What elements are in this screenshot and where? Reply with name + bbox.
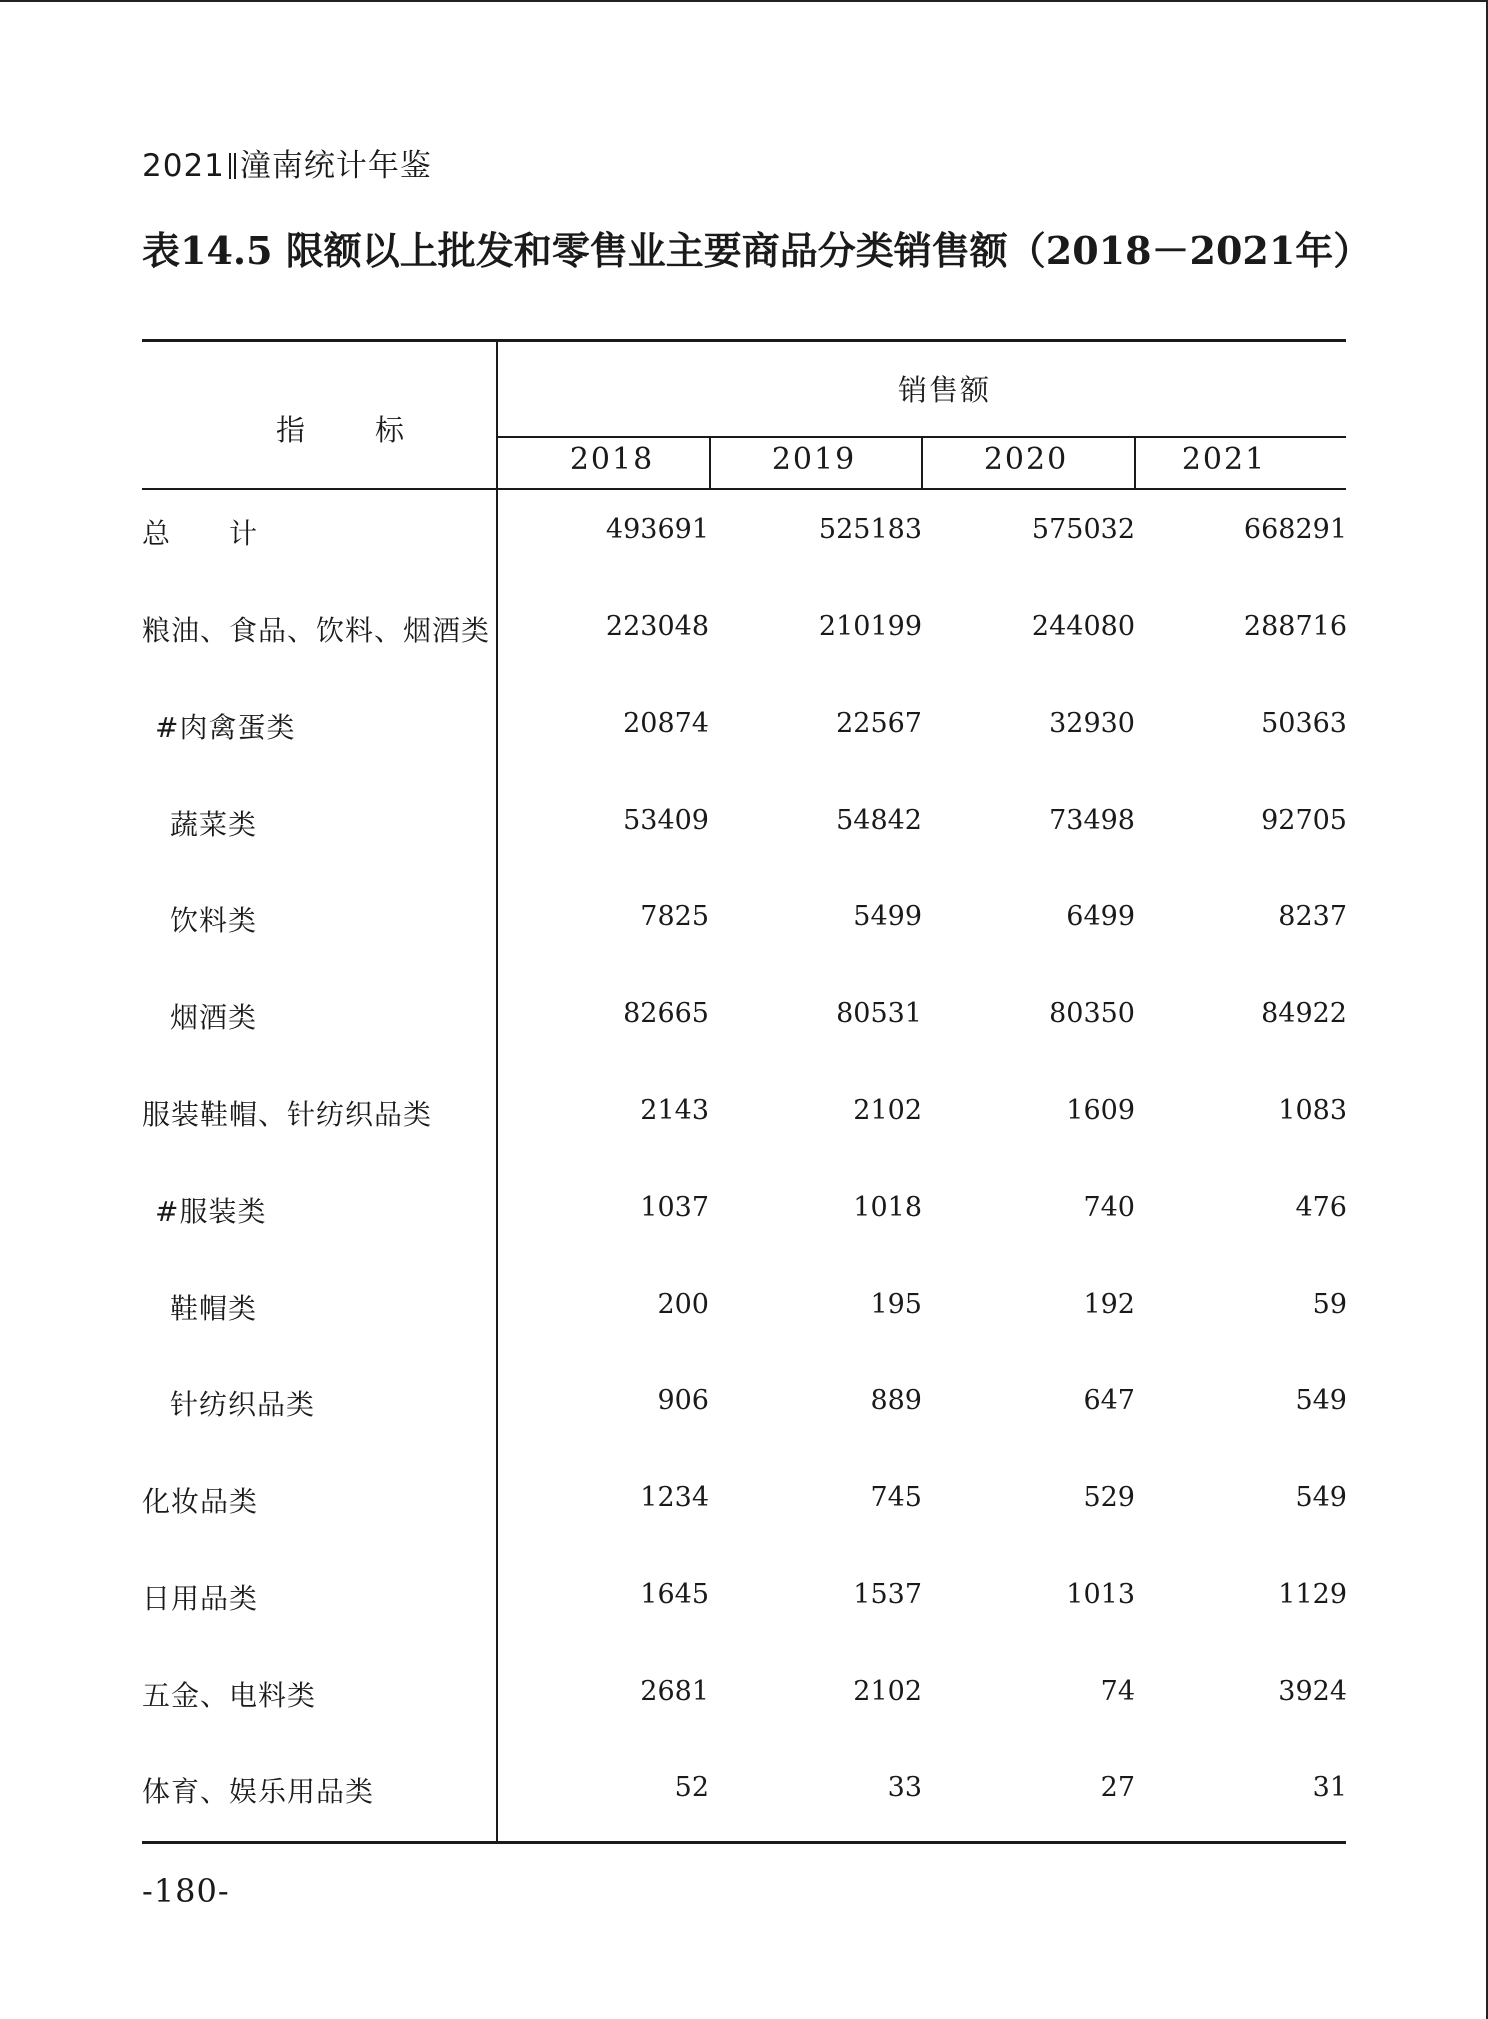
value-2020: 80350 — [1049, 998, 1135, 1029]
value-2020: 74 — [1100, 1676, 1135, 1707]
value-2021: 50363 — [1261, 708, 1347, 739]
value-2019: 22567 — [836, 708, 922, 739]
sales-group-header: 销售额 — [898, 373, 992, 407]
row-label: 总 计 — [142, 517, 259, 550]
value-2019: 2102 — [853, 1676, 922, 1707]
value-2019: 1018 — [853, 1192, 922, 1223]
value-2018: 2681 — [640, 1676, 709, 1707]
row-label: 日用品类 — [142, 1582, 259, 1615]
row-label: 鞋帽类 — [170, 1292, 258, 1325]
table-row — [0, 1770, 1488, 1830]
value-2021: 549 — [1295, 1385, 1347, 1416]
table-bottom-rule — [142, 1841, 1346, 1844]
value-2021: 549 — [1295, 1482, 1347, 1513]
value-2020: 647 — [1083, 1385, 1135, 1416]
value-2020: 244080 — [1031, 611, 1135, 642]
running-header — [142, 140, 432, 185]
value-2018: 493691 — [605, 514, 709, 545]
value-2021: 31 — [1312, 1772, 1347, 1803]
table-row — [0, 1480, 1488, 1540]
table-title: 表14.5 限额以上批发和零售业主要商品分类销售额（2018－2021年） — [142, 228, 1372, 273]
value-2020: 529 — [1083, 1482, 1135, 1513]
value-2020: 6499 — [1066, 901, 1135, 932]
table-row — [0, 1287, 1488, 1347]
value-2018: 20874 — [623, 708, 709, 739]
value-2021: 3924 — [1278, 1676, 1347, 1707]
value-2020: 73498 — [1049, 805, 1135, 836]
header-separator — [229, 153, 236, 179]
value-2021: 84922 — [1261, 998, 1347, 1029]
value-2021: 668291 — [1243, 514, 1347, 545]
year-header-2019: 2019 — [771, 442, 857, 477]
table-top-rule — [142, 339, 1346, 342]
table-row — [0, 803, 1488, 863]
value-2019: 5499 — [853, 901, 922, 932]
table-row — [0, 609, 1488, 669]
page-border-top — [0, 0, 1488, 2]
row-label: 粮油、食品、饮料、烟酒类 — [142, 614, 491, 647]
table-row — [0, 996, 1488, 1056]
table-row — [0, 899, 1488, 959]
value-2020: 32930 — [1049, 708, 1135, 739]
row-label: #肉禽蛋类 — [155, 711, 296, 744]
table-row — [0, 1383, 1488, 1443]
row-label: 化妆品类 — [142, 1485, 259, 1518]
value-2020: 740 — [1083, 1192, 1135, 1223]
year-header-2020: 2020 — [983, 442, 1069, 477]
table-row — [0, 706, 1488, 766]
value-2019: 889 — [870, 1385, 922, 1416]
value-2018: 1645 — [640, 1579, 709, 1610]
header-year: 2021 — [142, 148, 225, 184]
value-2020: 27 — [1100, 1772, 1135, 1803]
value-2018: 223048 — [605, 611, 709, 642]
value-2020: 1013 — [1066, 1579, 1135, 1610]
row-label: #服装类 — [155, 1195, 267, 1228]
value-2019: 1537 — [853, 1579, 922, 1610]
value-2018: 1234 — [640, 1482, 709, 1513]
value-2018: 52 — [674, 1772, 709, 1803]
value-2021: 8237 — [1278, 901, 1347, 932]
table-row — [0, 1093, 1488, 1153]
value-2021: 476 — [1295, 1192, 1347, 1223]
row-label: 针纺织品类 — [170, 1388, 316, 1421]
value-2021: 92705 — [1261, 805, 1347, 836]
table-row — [0, 512, 1488, 572]
row-label: 饮料类 — [170, 904, 258, 937]
indicator-column-header: 指 标 — [276, 413, 409, 447]
table-row — [0, 1577, 1488, 1637]
value-2021: 288716 — [1243, 611, 1347, 642]
row-label: 蔬菜类 — [170, 808, 258, 841]
value-2019: 745 — [870, 1482, 922, 1513]
value-2018: 1037 — [640, 1192, 709, 1223]
value-2018: 82665 — [623, 998, 709, 1029]
row-label: 服装鞋帽、针纺织品类 — [142, 1098, 433, 1131]
value-2020: 575032 — [1031, 514, 1135, 545]
value-2021: 59 — [1312, 1289, 1347, 1320]
header-book-title: 潼南统计年鉴 — [239, 148, 432, 184]
value-2019: 2102 — [853, 1095, 922, 1126]
header-bottom-rule — [142, 488, 1346, 490]
value-2018: 2143 — [640, 1095, 709, 1126]
value-2019: 210199 — [818, 611, 922, 642]
year-header-2018: 2018 — [569, 442, 655, 477]
value-2019: 195 — [870, 1289, 922, 1320]
table-row — [0, 1190, 1488, 1250]
value-2019: 54842 — [836, 805, 922, 836]
value-2020: 192 — [1083, 1289, 1135, 1320]
value-2021: 1129 — [1278, 1579, 1347, 1610]
value-2019: 33 — [887, 1772, 922, 1803]
table-row — [0, 1674, 1488, 1734]
value-2018: 906 — [657, 1385, 709, 1416]
page-number: -180- — [142, 1872, 230, 1910]
value-2020: 1609 — [1066, 1095, 1135, 1126]
year-header-2021: 2021 — [1181, 442, 1267, 477]
value-2018: 200 — [657, 1289, 709, 1320]
row-label: 体育、娱乐用品类 — [142, 1775, 375, 1808]
value-2019: 525183 — [818, 514, 922, 545]
value-2019: 80531 — [836, 998, 922, 1029]
value-2021: 1083 — [1278, 1095, 1347, 1126]
row-label: 烟酒类 — [170, 1001, 258, 1034]
value-2018: 53409 — [623, 805, 709, 836]
value-2018: 7825 — [640, 901, 709, 932]
row-label: 五金、电料类 — [142, 1679, 317, 1712]
